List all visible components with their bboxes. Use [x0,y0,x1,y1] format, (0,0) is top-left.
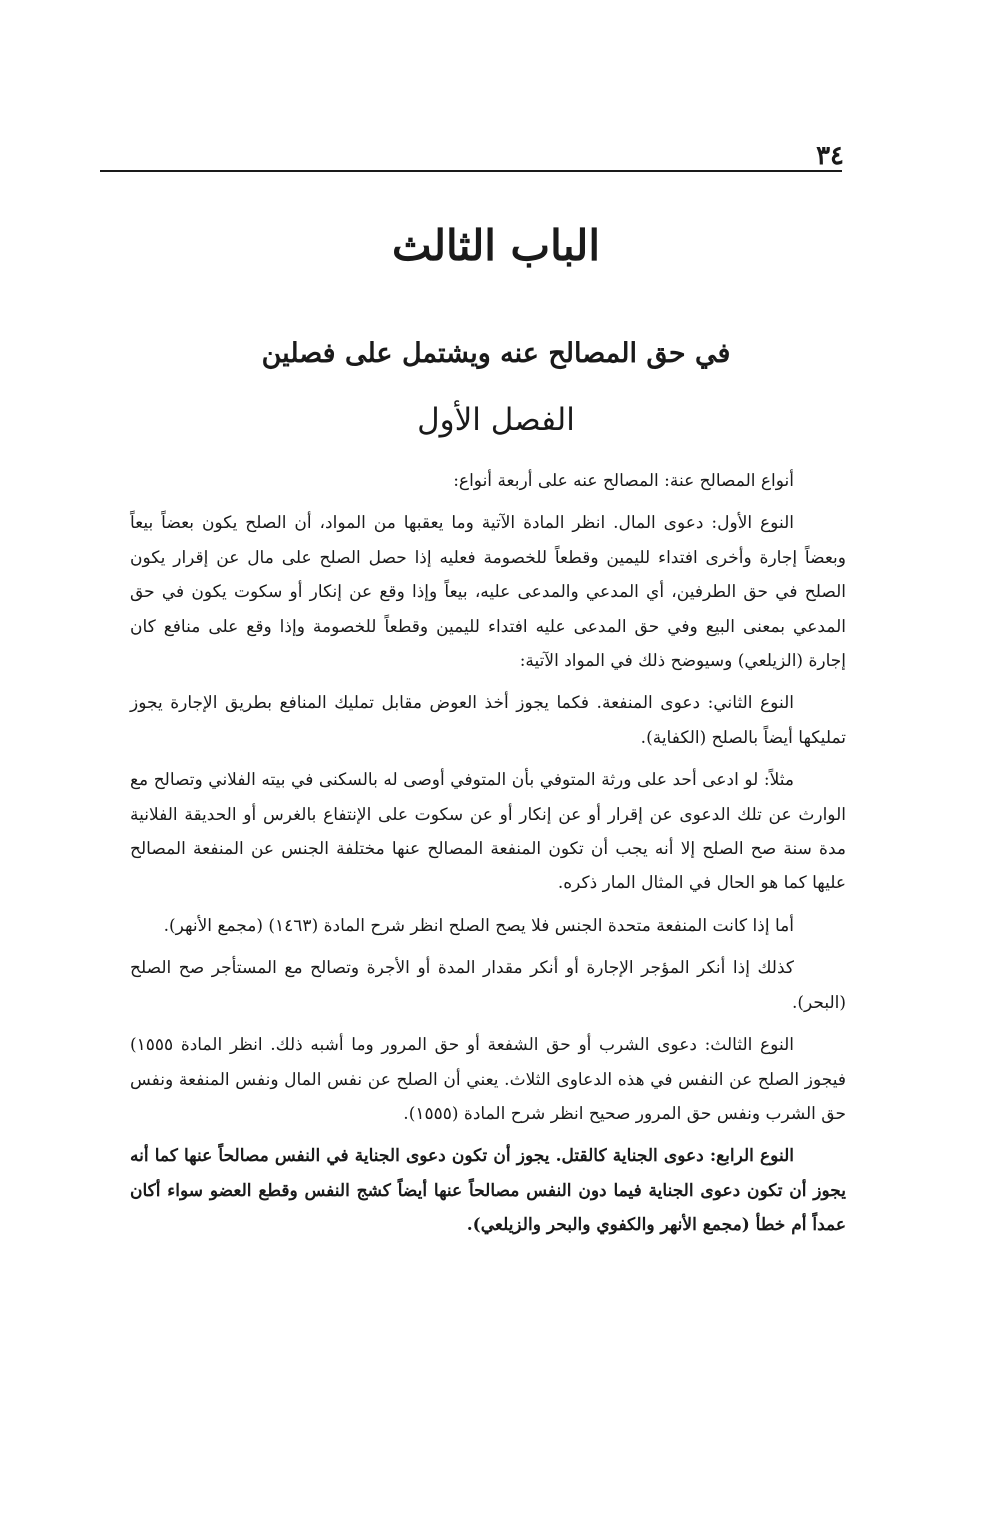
chapter-title: الباب الثالث [391,221,601,270]
paragraph-lease: كذلك إذا أنكر المؤجر الإجارة أو أنكر مقدار المدة أو الأجرة وتصالح مع المستأجر صح الصلح (البحر). [130,958,846,1013]
paragraph-same-kind: أما إذا كانت المنفعة متحدة الجنس فلا يصح الصلح انظر شرح المادة (١٤٦٣) (مجمع الأنهر). [163,915,794,936]
paragraph-type-three: النوع الثالث: دعوى الشرب أو حق الشفعة أو حق المرور وما أشبه ذلك. انظر المادة ١٥٥٥) فيجوز الصلح عن النفس في هذه الدعاوى الثلاث. يعني أن الصلح عن نفس المال ونفس المنفعة ونفس حق الشرب ونفس حق المرور صحيح انظر شرح المادة (١٥٥٥). [130,1035,846,1124]
paragraph-type-one: النوع الأول: دعوى المال. انظر المادة الآتية وما يعقبها من المواد، أن الصلح يكون بعضاً بيعاً وبعضاً إجارة وأخرى افتداء لليمين وقطعاً للخصومة فعليه إذا حصل الصلح على مال عن إقرار يكون الصلح في حق الطرفين، أي المدعي والمدعى عليه، بيعاً وإذا وقع عن إنكار أو سكوت يكون في حق المدعي بمعنى البيع وفي حق المدعى عليه افتداء لليمين وقطعاً للخصومة وإذا وقع على منافع كان إجارة (الزيلعي) وسيوضح ذلك في المواد الآتية: [130,513,846,672]
section-title: الفصل الأول [417,402,575,438]
paragraph-example: مثلاً: لو ادعى أحد على ورثة المتوفي بأن المتوفي أوصى له بالسكنى في بيته الفلاني وتصالح مع الوارث عن تلك الدعوى عن إقرار أو عن إنكار أو عن سكوت على الإنتفاع بالغرس أو الحديقة الفلانية مدة سنة صح الصلح إلا أنه يجب أن تكون المنفعة المصالح عنها مختلفة الجنس عن المنفعة المصالح عليها كما هو الحال في المثال المار ذكره. [130,770,846,894]
paragraph-type-four: النوع الرابع: دعوى الجناية كالقتل. يجوز أن تكون دعوى الجناية في النفس مصالحاً عنها كما أنه يجوز أن تكون دعوى الجناية فيما دون النفس مصالحاً عنها أيضاً كشج النفس وقطع العضو سواء أكان عمداً أم خطأ (مجمع الأنهر والكفوي والبحر والزيلعي). [130,1146,846,1236]
paragraph-type-two: النوع الثاني: دعوى المنفعة. فكما يجوز أخذ العوض مقابل تمليك المنافع بطريق الإجارة يجوز تمليكها أيضاً بالصلح (الكفاية). [130,693,846,748]
chapter-subtitle: في حق المصالح عنه ويشتمل على فصلين [261,338,731,369]
page-number: ٣٤ [816,141,844,171]
paragraph-intro: أنواع المصالح عنة: المصالح عنه على أربعة أنواع: [453,471,794,491]
header-rule [100,170,842,172]
body-text [130,464,846,1251]
